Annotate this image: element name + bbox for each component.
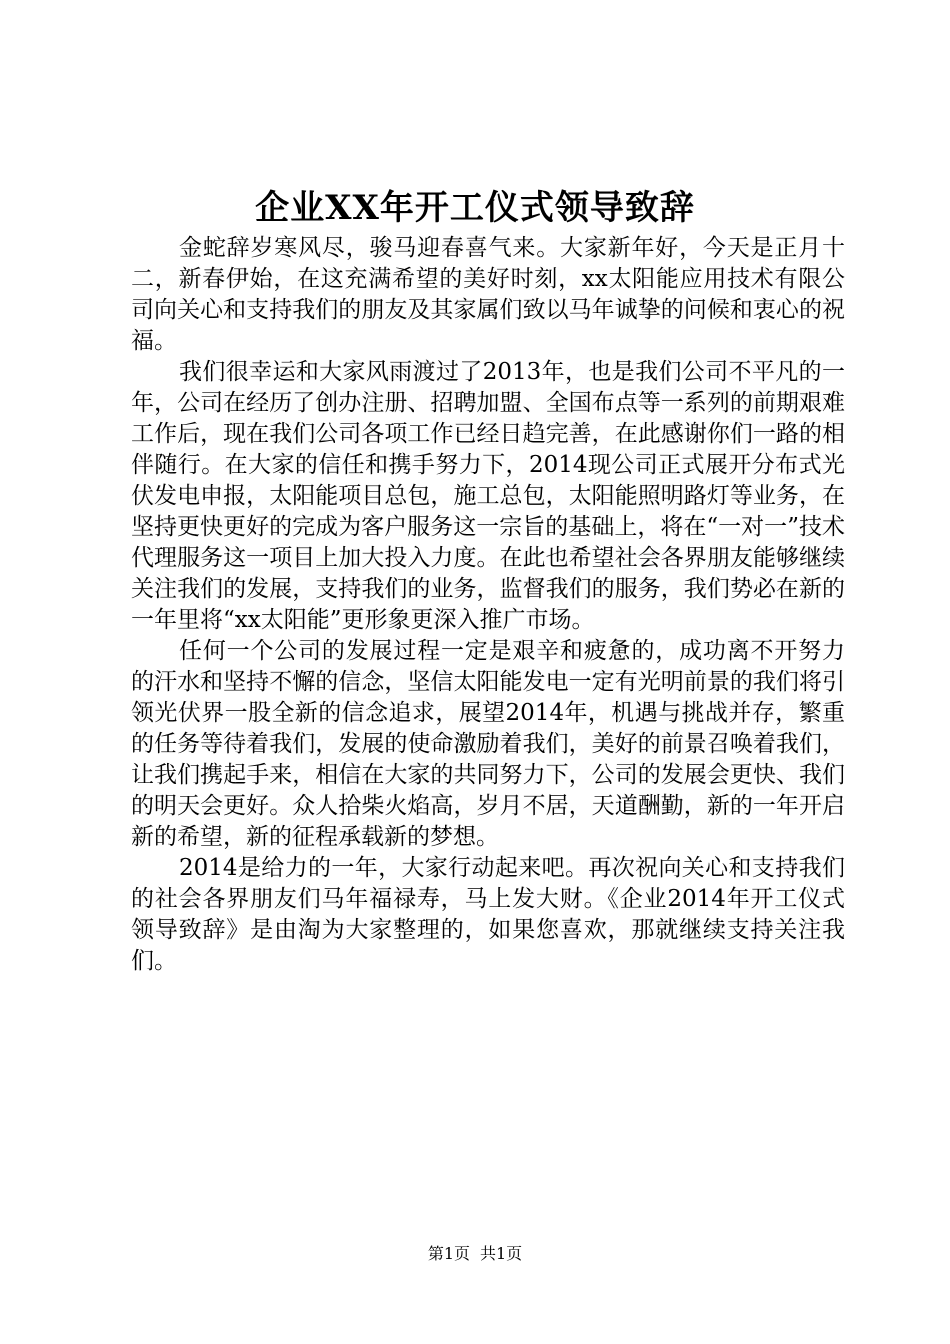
page-total: 共1页 xyxy=(480,1244,523,1263)
paragraph-2: 我们很幸运和大家风雨渡过了2013年，也是我们公司不平凡的一年，公司在经历了创办注册、招聘加盟、全国布点等一系列的前期艰难工作后，现在我们公司各项工作已经日趋完善，在此感谢你们一路的相伴随行。在大家的信任和携手努力下，2014现公司正式展开分布式光伏发电申报，太阳能项目总包，施工总包，太阳能照明路灯等业务，在坚持更快更好的完成为客户服务这一宗旨的基础上，将在“一对一”技术代理服务这一项目上加大投入力度。在此也希望社会各界朋友能够继续关注我们的发展，支持我们的业务，监督我们的服务，我们势必在新的一年里将“xx太阳能”更形象更深入推广市场。 xyxy=(131,359,845,633)
document-title: 企业XX年开工仪式领导致辞 xyxy=(255,188,695,228)
page-footer xyxy=(0,1243,950,1265)
paragraph-1: 金蛇辞岁寒风尽，骏马迎春喜气来。大家新年好，今天是正月十二，新春伊始，在这充满希望的美好时刻，xx太阳能应用技术有限公司向关心和支持我们的朋友及其家属们致以马年诚挚的问候和衷心的祝福。 xyxy=(131,235,845,354)
paragraph-4: 2014是给力的一年，大家行动起来吧。再次祝向关心和支持我们的社会各界朋友们马年福禄寿，马上发大财。《企业2014年开工仪式领导致辞》是由淘为大家整理的，如果您喜欢，那就继续支持关注我们。 xyxy=(131,855,845,974)
paragraph-3: 任何一个公司的发展过程一定是艰辛和疲惫的，成功离不开努力的汗水和坚持不懈的信念，坚信太阳能发电一定有光明前景的我们将引领光伏界一股全新的信念追求，展望2014年，机遇与挑战并存，繁重的任务等待着我们，发展的使命激励着我们，美好的前景召唤着我们，让我们携起手来，相信在大家的共同努力下，公司的发展会更快、我们的明天会更好。众人拾柴火焰高，岁月不居，天道酬勤，新的一年开启新的希望，新的征程承载新的梦想。 xyxy=(131,638,845,850)
page-number: 第1页 xyxy=(427,1244,470,1263)
document-body xyxy=(131,233,845,977)
